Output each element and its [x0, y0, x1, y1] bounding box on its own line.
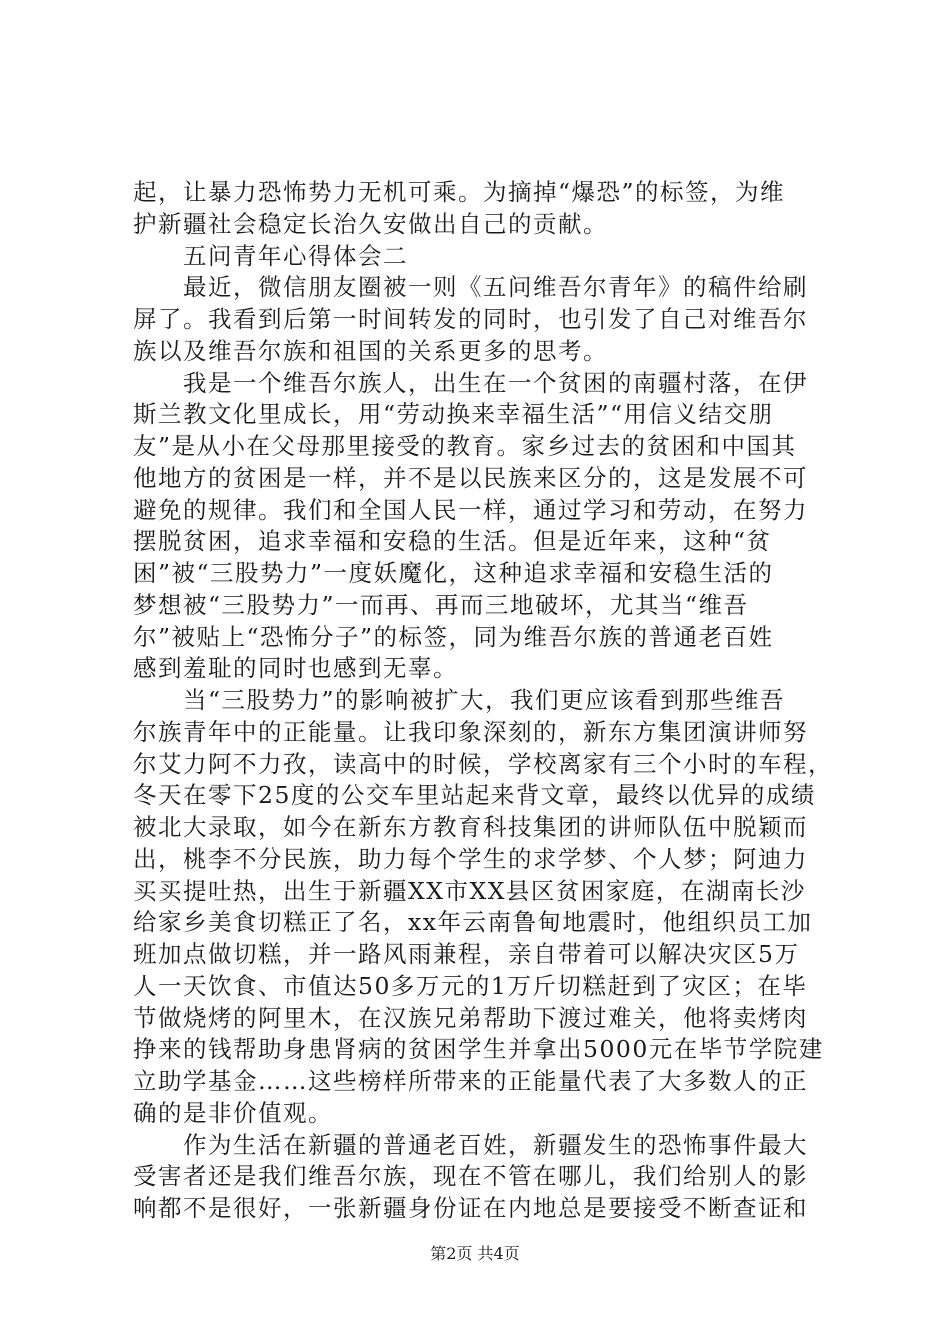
text-line: 护新疆社会稳定长治久安做出自己的贡献。: [133, 209, 608, 238]
text-line: 节做烧烤的阿里木，在汉族兄弟帮助下渡过难关，他将卖烤肉: [133, 1003, 808, 1032]
section-heading: 五问青年心得体会二: [133, 241, 408, 270]
text-line: 斯兰教文化里成长，用“劳动换来幸福生活”“用信义结交朋: [133, 400, 774, 429]
text-line: 确的是非价值观。: [133, 1098, 333, 1127]
text-line: 人一天饮食、市值达50多万元的1万斤切糕赶到了灾区；在毕: [133, 971, 808, 1000]
text-line: 屏了。我看到后第一时间转发的同时，也引发了自己对维吾尔: [133, 305, 808, 333]
text-line: 困”被“三股势力”一度妖魔化，这种追求幸福和安稳生活的: [133, 559, 774, 587]
text-line: 挣来的钱帮助身患肾病的贫困学生并拿出5000元在毕节学院建: [133, 1035, 824, 1064]
text-line: 我是一个维吾尔族人，出生在一个贫困的南疆村落，在伊: [133, 368, 808, 397]
text-line: 感到羞耻的同时也感到无辜。: [133, 654, 458, 683]
text-line: 班加点做切糕，并一路风雨兼程，亲自带着可以解决灾区5万: [133, 940, 800, 968]
text-line: 冬天在零下25度的公交车里站起来背文章，最终以优异的成绩: [133, 781, 816, 810]
text-line: 起，让暴力恐怖势力无机可乘。为摘掉“爆恐”的标签，为维: [133, 178, 786, 206]
text-line: 买买提吐热，出生于新疆XX市XX县区贫困家庭，在湖南长沙: [133, 876, 806, 905]
text-line: 尔族青年中的正能量。让我印象深刻的，新东方集团演讲师努: [133, 717, 808, 746]
text-line: 避免的规律。我们和全国人民一样，通过学习和劳动，在努力: [133, 495, 808, 524]
text-line: 尔”被贴上“恐怖分子”的标签，同为维吾尔族的普通老百姓: [133, 622, 774, 651]
text-line: 出，桃李不分民族，助力每个学生的求学梦、个人梦；阿迪力: [133, 844, 808, 873]
text-line: 友”是从小在父母那里接受的教育。家乡过去的贫困和中国其: [133, 432, 797, 460]
text-line: 梦想被“三股势力”一而再、再而三地破坏，尤其当“维吾: [133, 590, 749, 619]
text-line: 被北大录取，如今在新东方教育科技集团的讲师队伍中脱颖而: [133, 813, 808, 841]
text-line: 给家乡美食切糕正了名，xx年云南鲁甸地震时，他组织员工加: [133, 908, 813, 937]
document-body: [133, 177, 833, 1225]
text-line: 摆脱贫困，追求幸福和安稳的生活。但是近年来，这种“贫: [133, 527, 772, 556]
text-line: 尔艾力阿不力孜，读高中的时候，学校离家有三个小时的车程，: [133, 749, 833, 778]
text-line: 当“三股势力”的影响被扩大，我们更应该看到那些维吾: [133, 686, 786, 714]
text-line: 作为生活在新疆的普通老百姓，新疆发生的恐怖事件最大: [133, 1130, 808, 1159]
text-line: 受害者还是我们维吾尔族，现在不管在哪儿，我们给别人的影: [133, 1162, 808, 1191]
text-line: 响都不是很好，一张新疆身份证在内地总是要接受不断查证和: [133, 1194, 808, 1222]
text-line: 立助学基金……这些榜样所带来的正能量代表了大多数人的正: [133, 1067, 808, 1095]
text-line: 他地方的贫困是一样，并不是以民族来区分的，这是发展不可: [133, 463, 808, 492]
text-line: 族以及维吾尔族和祖国的关系更多的思考。: [133, 336, 608, 365]
page-number-footer: 第2页 共4页: [430, 1244, 520, 1263]
text-line: 最近，微信朋友圈被一则《五问维吾尔青年》的稿件给刷: [133, 273, 808, 302]
